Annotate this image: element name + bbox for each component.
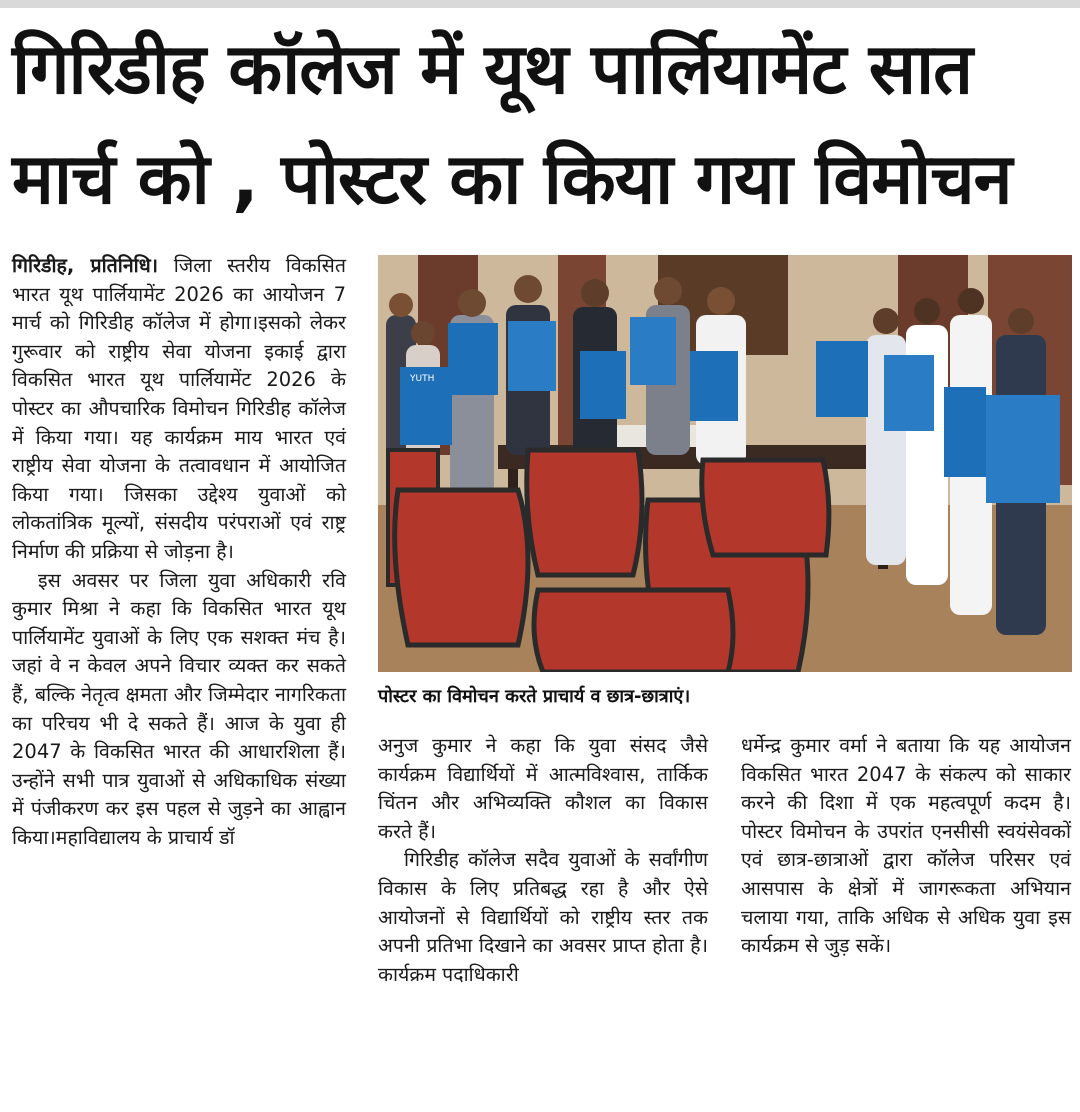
dateline: गिरिडीह, प्रतिनिधि। xyxy=(12,254,159,277)
article-column-1 xyxy=(12,252,346,852)
headline-line-1: गिरिडीह कॉलेज में यूथ पार्लियामेंट सात xyxy=(12,28,973,110)
photo-illustration xyxy=(378,255,1072,672)
news-photo xyxy=(378,255,1072,672)
poster-text: YUTH xyxy=(410,374,435,384)
headline-line-2: मार्च को , पोस्टर का किया गया विमोचन xyxy=(12,138,1012,220)
photo-caption: पोस्टर का विमोचन करते प्राचार्य व छात्र-छात्राएं। xyxy=(378,686,691,707)
article-paragraph: गिरिडीह कॉलेज सदैव युवाओं के सर्वांगीण विकास के लिए प्रतिबद्ध रहा है और ऐसे आयोजनों से विद्यार्थियों को राष्ट्रीय स्तर तक अपनी प्रतिभा दिखाने का अवसर प्राप्त होता है।कार्यक्रम पदाधिकारी xyxy=(378,848,708,986)
article-paragraph xyxy=(12,252,346,567)
article-column-3 xyxy=(741,732,1071,961)
article-paragraph: धर्मेन्द्र कुमार वर्मा ने बताया कि यह आयोजन विकसित भारत 2047 के संकल्प को साकार करने की दिशा में एक महत्वपूर्ण कदम है। पोस्टर विमोचन के उपरांत एनसीसी स्वयंसेवकों एवं छात्र-छात्राओं द्वारा कॉलेज परिसर एवं आसपास के क्षेत्रों में जागरूकता अभियान चलाया गया, ताकि अधिक से अधिक युवा इस कार्यक्रम से जुड़ सकें। xyxy=(741,734,1071,958)
article-column-2 xyxy=(378,732,708,989)
paragraph-text: जिला स्तरीय विकसित भारत यूथ पार्लियामेंट 2026 का आयोजन 7 मार्च को गिरिडीह कॉलेज में होगा।इसको लेकर गुरूवार को राष्ट्रीय सेवा योजना इकाई द्वारा विकसित भारत यूथ पार्लियामेंट 2026 के पोस्टर का औपचारिक विमोचन गिरिडीह कॉलेज में किया गया। यह कार्यक्रम माय भारत एवं राष्ट्रीय सेवा योजना के तत्वावधान में आयोजित किया गया। जिसका उद्देश्य युवाओं को लोकतांत्रिक मूल्यों, संसदीय परंपराओं एवं राष्ट्र निर्माण की प्रक्रिया से जोड़ना है। xyxy=(12,254,346,563)
headline xyxy=(12,14,1072,234)
article-paragraph: इस अवसर पर जिला युवा अधिकारी रवि कुमार मिश्रा ने कहा कि विकसित भारत यूथ पार्लियामेंट युवाओं के लिए एक सशक्त मंच है।जहां वे न केवल अपने विचार व्यक्त कर सकते हैं, बल्कि नेतृत्व क्षमता और जिम्मेदार नागरिकता का परिचय भी दे सकते हैं। आज के युवा ही 2047 के विकसित भारत की आधारशिला हैं।उन्होंने सभी पात्र युवाओं से अधिकाधिक संख्या में पंजीकरण कर इस पहल से जुड़ने का आह्वान किया।महाविद्यालय के प्राचार्य डॉ xyxy=(12,568,346,849)
top-border xyxy=(0,0,1080,8)
article-paragraph: अनुज कुमार ने कहा कि युवा संसद जैसे कार्यक्रम विद्यार्थियों में आत्मविश्वास, तार्किक चिंतन और अभिव्यक्ति कौशल का विकास करते हैं। xyxy=(378,734,708,843)
